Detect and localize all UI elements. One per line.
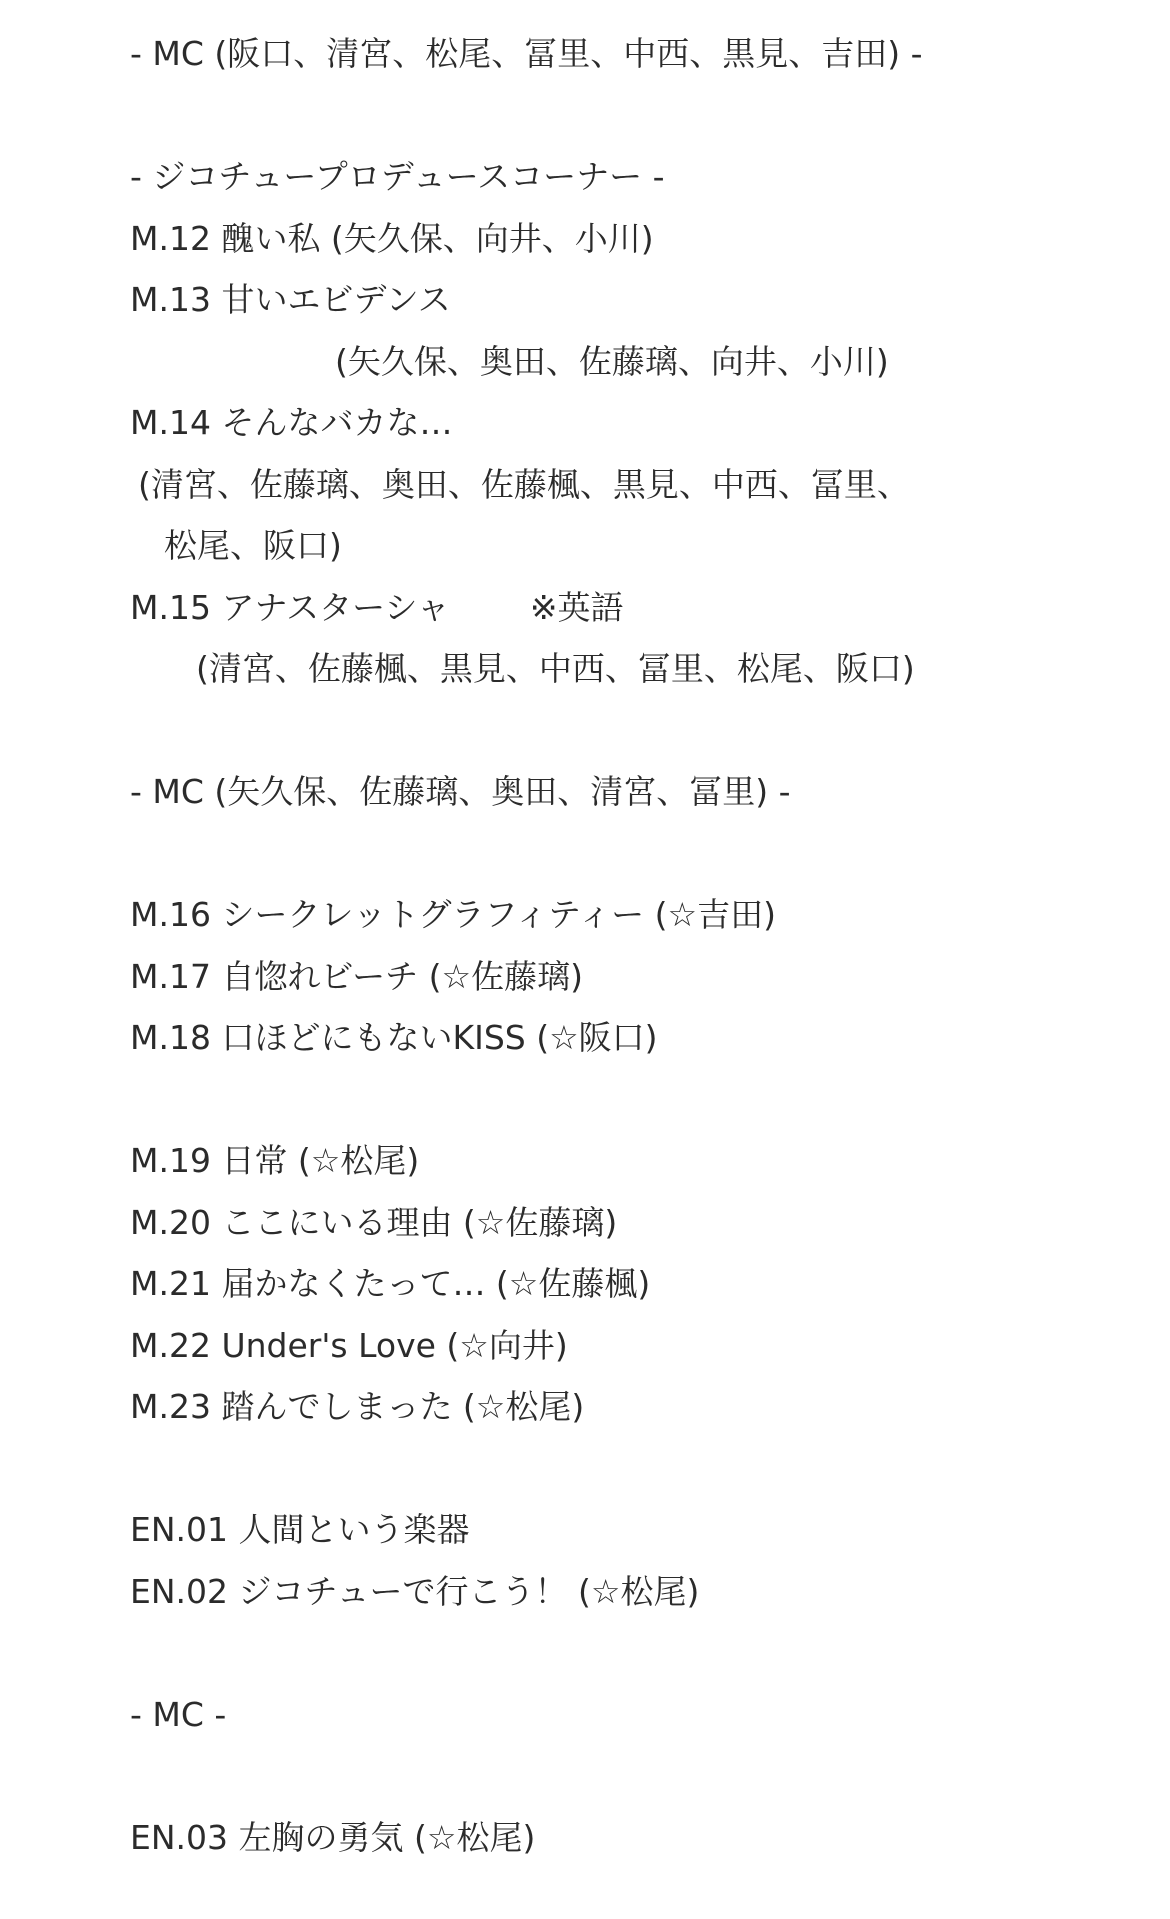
mc-line: - MC (阪口、清宮、松尾、冨里、中西、黒見、吉田) - (130, 34, 923, 73)
setlist-document (0, 23, 1170, 1868)
song-line (0, 577, 1170, 639)
song-line: M.20 ここにいる理由 (☆佐藤璃) (130, 1202, 618, 1242)
song-line: M.21 届かなくたって… (☆佐藤楓) (130, 1264, 651, 1303)
encore-line: EN.02 ジコチューで行こう！ (☆松尾) (130, 1571, 700, 1611)
mc-line: - MC (矢久保、佐藤璃、奥田、清宮、冨里) - (130, 772, 791, 811)
blank-line (0, 1745, 1170, 1807)
member-list: (清宮、佐藤璃、奥田、佐藤楓、黒見、中西、冨里、 (138, 464, 910, 504)
song-line: M.17 自惚れビーチ (☆佐藤璃) (130, 956, 583, 996)
song-line: M.22 Under's Love (☆向井) (130, 1325, 568, 1365)
song-line: M.16 シークレットグラフィティー (☆吉田) (130, 895, 776, 934)
blank-line (0, 823, 1170, 885)
member-list: (矢久保、奥田、佐藤璃、向井、小川) (335, 341, 889, 381)
blank-line (0, 1069, 1170, 1131)
section-heading: - ジコチュープロデュースコーナー - (130, 157, 665, 196)
song-line: M.19 日常 (☆松尾) (130, 1141, 420, 1180)
member-list-continued-text: 松尾、阪口) (164, 526, 342, 565)
blank-line (0, 1622, 1170, 1684)
encore-line: EN.01 人間という楽器 (130, 1510, 470, 1549)
member-list: (清宮、佐藤楓、黒見、中西、冨里、松尾、阪口) (196, 649, 915, 688)
song-line: M.23 踏んでしまった (☆松尾) (130, 1387, 585, 1426)
blank-line (0, 85, 1170, 147)
blank-line (0, 1438, 1170, 1500)
language-note: ※英語 (529, 587, 624, 627)
encore-line: EN.03 左胸の勇気 (☆松尾) (130, 1817, 536, 1857)
song-line: M.14 そんなバカな… (130, 403, 453, 442)
member-list-continued (0, 515, 1170, 577)
mc-line: - MC - (130, 1694, 227, 1734)
blank-line (0, 700, 1170, 762)
song-title: M.15 アナスターシャ (130, 587, 450, 627)
song-line: M.12 醜い私 (矢久保、向井、小川) (130, 218, 654, 258)
song-line: M.18 口ほどにもないKISS (☆阪口) (130, 1018, 658, 1057)
song-line: M.13 甘いエビデンス (130, 280, 451, 319)
